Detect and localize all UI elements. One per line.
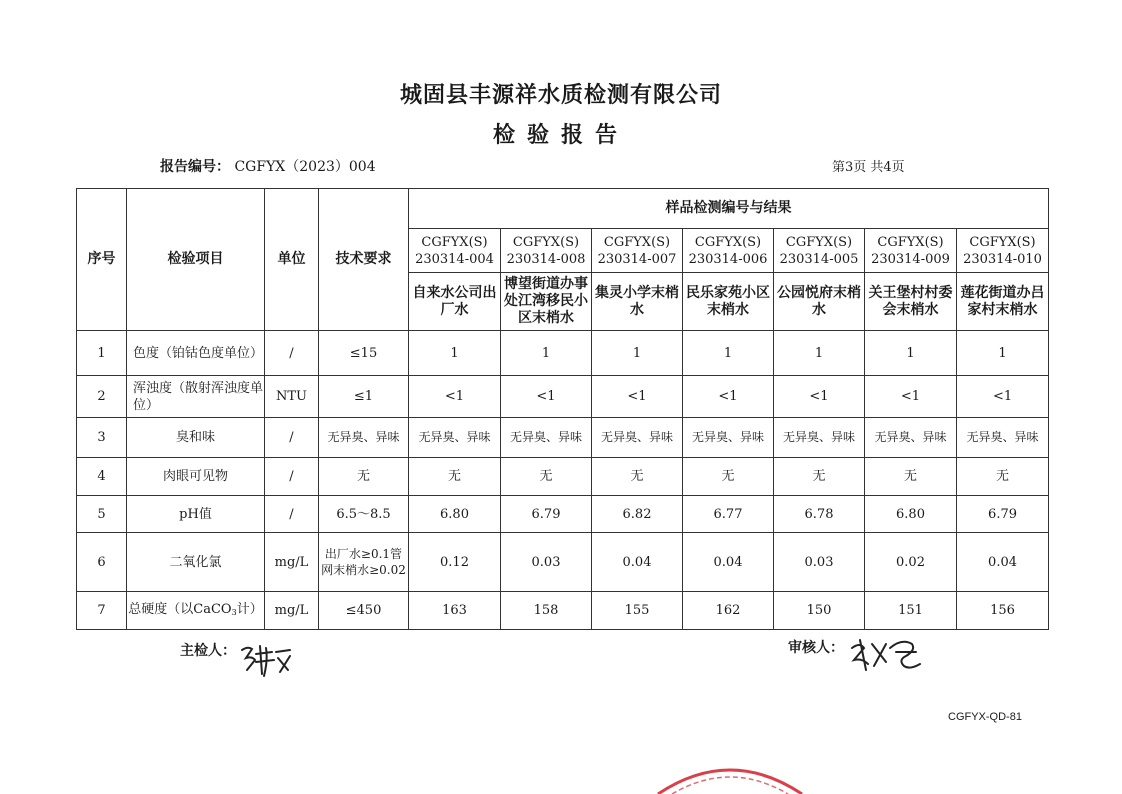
- row-value: 0.04: [957, 533, 1049, 592]
- reviewer-label: 审核人：: [788, 640, 844, 656]
- sample-number: 230314-006: [688, 251, 768, 267]
- row-value: 无异臭、异味: [683, 418, 774, 458]
- sample-id: [409, 229, 501, 273]
- row-seq: 2: [77, 376, 127, 418]
- header-item: 检验项目: [127, 189, 265, 331]
- row-seq: 4: [77, 458, 127, 496]
- row-value: 156: [957, 592, 1049, 630]
- sample-id: [501, 229, 592, 273]
- row-value: 6.82: [592, 496, 683, 533]
- row-unit: NTU: [265, 376, 319, 418]
- row-value: 0.03: [501, 533, 592, 592]
- sample-number: 230314-008: [506, 251, 586, 267]
- table-row: [77, 496, 1049, 533]
- row-value: 0.04: [592, 533, 683, 592]
- row-value: 0.02: [865, 533, 957, 592]
- row-seq: 3: [77, 418, 127, 458]
- report-number: [160, 156, 376, 176]
- sample-number: 230314-009: [871, 251, 950, 267]
- inspector-label: 主检人：: [180, 643, 236, 659]
- row-value: 1: [865, 331, 957, 376]
- row-value: 158: [501, 592, 592, 630]
- row-value: 151: [865, 592, 957, 630]
- row-requirement: 出厂水≥0.1管网末梢水≥0.02: [319, 533, 409, 592]
- sample-number: 230314-005: [779, 251, 859, 267]
- row-value: 6.80: [865, 496, 957, 533]
- row-item: 臭和味: [127, 418, 265, 458]
- sample-code: CGFYX(S): [785, 234, 853, 250]
- form-code: CGFYX-QD-81: [948, 711, 1022, 723]
- sample-code: CGFYX(S): [421, 234, 488, 250]
- row-value: 无异臭、异味: [592, 418, 683, 458]
- sample-location: 自来水公司出厂水: [409, 273, 501, 331]
- sample-location: 莲花街道办吕家村末梢水: [957, 273, 1049, 331]
- row-value: 162: [683, 592, 774, 630]
- row-value: 无异臭、异味: [865, 418, 957, 458]
- sample-id: [957, 229, 1049, 273]
- row-value: <1: [501, 376, 592, 418]
- row-requirement: ≤1: [319, 376, 409, 418]
- row-unit: /: [265, 418, 319, 458]
- row-item: 二氧化氯: [127, 533, 265, 592]
- row-value: 0.03: [774, 533, 865, 592]
- row-value: 无: [592, 458, 683, 496]
- row-item: [127, 592, 265, 630]
- row-value: 无: [501, 458, 592, 496]
- header-seq: 序号: [77, 189, 127, 331]
- row-item: 浑浊度（散射浑浊度单位）: [127, 376, 265, 418]
- row-value: 1: [774, 331, 865, 376]
- row-value: 无异臭、异味: [409, 418, 501, 458]
- table-row: [77, 592, 1049, 630]
- row-value: 6.78: [774, 496, 865, 533]
- row-item: pH值: [127, 496, 265, 533]
- row-unit: mg/L: [265, 533, 319, 592]
- row-value: 无异臭、异味: [774, 418, 865, 458]
- row-seq: 5: [77, 496, 127, 533]
- row-item-prefix: 总硬度（以CaCO: [128, 601, 232, 617]
- row-value: 0.04: [683, 533, 774, 592]
- row-requirement: 6.5～8.5: [319, 496, 409, 533]
- row-unit: /: [265, 331, 319, 376]
- sample-number: 230314-007: [597, 251, 677, 267]
- row-item: 色度（铂钴色度单位）: [127, 331, 265, 376]
- row-value: 无: [774, 458, 865, 496]
- row-value: <1: [865, 376, 957, 418]
- row-value: <1: [683, 376, 774, 418]
- row-value: 6.80: [409, 496, 501, 533]
- row-value: 6.79: [501, 496, 592, 533]
- seal-stamp-icon: [650, 760, 810, 794]
- sample-location: 博望街道办事处江湾移民小区末梢水: [501, 273, 592, 331]
- sample-code: CGFYX(S): [512, 234, 580, 250]
- row-item-subscript: 3: [231, 607, 237, 617]
- sample-location: 关王堡村村委会末梢水: [865, 273, 957, 331]
- table-row: [77, 458, 1049, 496]
- row-value: 6.79: [957, 496, 1049, 533]
- sample-id: [592, 229, 683, 273]
- report-title: 检验报告: [492, 122, 629, 148]
- row-seq: 6: [77, 533, 127, 592]
- row-value: 1: [592, 331, 683, 376]
- row-seq: 1: [77, 331, 127, 376]
- page-number: 第3页 共4页: [832, 160, 905, 175]
- sample-location: 公园悦府末梢水: [774, 273, 865, 331]
- row-requirement: ≤15: [319, 331, 409, 376]
- sample-code: CGFYX(S): [877, 234, 944, 250]
- report-number-value: CGFYX（2023）004: [234, 159, 376, 175]
- row-value: 1: [501, 331, 592, 376]
- row-value: 163: [409, 592, 501, 630]
- row-value: 无异臭、异味: [957, 418, 1049, 458]
- table-row: [77, 376, 1049, 418]
- table-row: [77, 418, 1049, 458]
- row-value: 1: [957, 331, 1049, 376]
- row-item-suffix: 计）: [236, 601, 263, 617]
- sample-number: 230314-004: [415, 251, 494, 267]
- company-name: 城固县丰源祥水质检测有限公司: [399, 82, 722, 108]
- sample-code: CGFYX(S): [603, 234, 671, 250]
- row-seq: 7: [77, 592, 127, 630]
- header-sample-group: 样品检测编号与结果: [409, 189, 1049, 229]
- table-row: [77, 533, 1049, 592]
- header-requirement: 技术要求: [319, 189, 409, 331]
- row-value: 无: [957, 458, 1049, 496]
- row-value: 6.77: [683, 496, 774, 533]
- sample-location: 民乐家苑小区末梢水: [683, 273, 774, 331]
- report-number-label: 报告编号：: [160, 159, 230, 175]
- inspector-signature: [238, 640, 296, 680]
- row-value: 无: [409, 458, 501, 496]
- results-table: [76, 188, 1049, 630]
- row-unit: /: [265, 496, 319, 533]
- row-value: 无异臭、异味: [501, 418, 592, 458]
- row-value: 无: [865, 458, 957, 496]
- sample-code: CGFYX(S): [969, 234, 1036, 250]
- row-requirement: 无: [319, 458, 409, 496]
- row-item: 肉眼可见物: [127, 458, 265, 496]
- sample-location: 集灵小学末梢水: [592, 273, 683, 331]
- row-value: <1: [957, 376, 1049, 418]
- row-requirement: 无异臭、异味: [319, 418, 409, 458]
- sample-id: [683, 229, 774, 273]
- reviewer-signature: [846, 634, 926, 674]
- sample-id: [865, 229, 957, 273]
- row-value: <1: [592, 376, 683, 418]
- row-value: 1: [683, 331, 774, 376]
- row-value: 155: [592, 592, 683, 630]
- row-value: 1: [409, 331, 501, 376]
- row-unit: /: [265, 458, 319, 496]
- row-value: 无: [683, 458, 774, 496]
- table-row: [77, 331, 1049, 376]
- row-requirement: ≤450: [319, 592, 409, 630]
- header-unit: 单位: [265, 189, 319, 331]
- row-unit: mg/L: [265, 592, 319, 630]
- row-value: <1: [774, 376, 865, 418]
- sample-id: [774, 229, 865, 273]
- row-value: 0.12: [409, 533, 501, 592]
- row-value: 150: [774, 592, 865, 630]
- sample-code: CGFYX(S): [694, 234, 762, 250]
- sample-number: 230314-010: [963, 251, 1042, 267]
- row-value: <1: [409, 376, 501, 418]
